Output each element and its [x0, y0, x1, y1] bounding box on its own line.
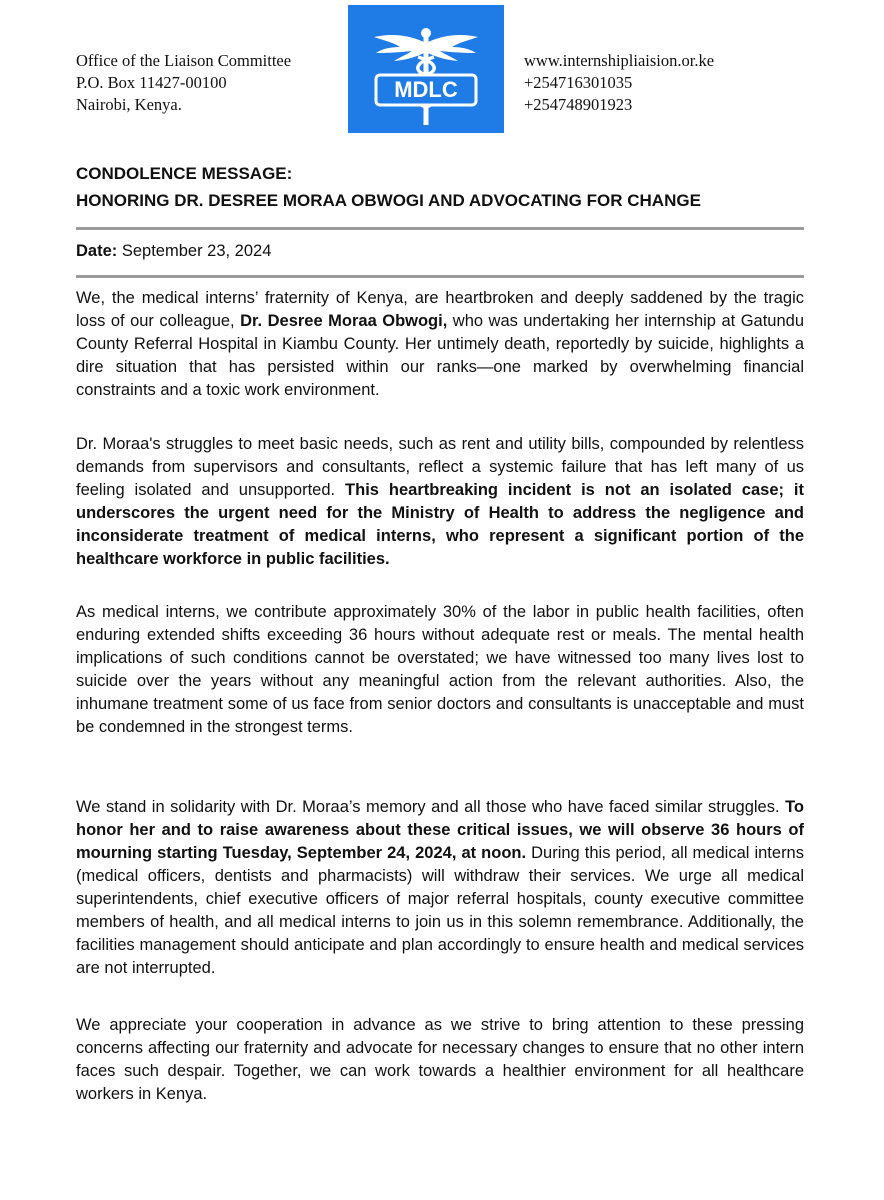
sender-address	[76, 50, 291, 116]
caduceus-icon	[348, 5, 504, 133]
paragraph-1	[76, 287, 804, 402]
paragraph-4	[76, 796, 804, 980]
page-title	[76, 160, 816, 214]
p2-bold: This heartbreaking incident is not an isolated case; it underscores the urgent need for the Ministry of Health to address the negligence and inconsiderate treatment of medical interns, who represent a significant portion of the healthcare workforce in public facilities.	[76, 481, 805, 568]
divider-bottom	[76, 275, 804, 278]
p4-text-c: During this period, all medical interns (medical officers, dentists and pharmacists) will withdraw their services. We urge all medical superintendents, chief executive officers of major referral hospitals, county executive committee members of health, and all medical interns to join us in this solemn remembrance. Additionally, the facilities management should anticipate and plan accordingly to ensure health and medical services are not interrupted.	[76, 844, 804, 977]
paragraph-5: We appreciate your cooperation in advance as we strive to bring attention to these pressing concerns affecting our fraternity and advocate for necessary changes to ensure that no other intern faces such despair. Together, we can work towards a healthier environment for all healthcare workers in Kenya.	[76, 1016, 804, 1103]
phone-2: +254748901923	[524, 95, 633, 114]
title-line-2: HONORING DR. DESREE MORAA OBWOGI AND ADVOCATING FOR CHANGE	[76, 191, 701, 210]
contact-info	[524, 50, 714, 116]
paragraph-2	[76, 433, 804, 571]
p1-name: Dr. Desree Moraa Obwogi,	[240, 312, 448, 330]
city: Nairobi, Kenya.	[76, 95, 182, 114]
phone-1: +254716301035	[524, 73, 633, 92]
paragraph-3: As medical interns, we contribute approximately 30% of the labor in public health facilities, often enduring extended shifts exceeding 36 hours without adequate rest or meals. The mental health implications of such conditions cannot be overstated; we have witnessed too many lives lost to suicide over the years without any meaningful action from the relevant authorities. Also, the inhumane treatment some of us face from senior doctors and consultants is unacceptable and must be condemned in the strongest terms.	[76, 603, 804, 736]
p2-text-a: Dr. Moraa's struggles to meet basic needs, such as rent and utility bills, compounded by relentless demands from supervisors and consultants, reflect a systemic failure that has left many of us feeling isolated and unsupported.	[76, 435, 804, 499]
p4-bold: To honor her and to raise awareness about these critical issues, we will observe 36 hours of mourning starting Tuesday, September 24, 2024, at noon.	[76, 798, 804, 862]
mdlc-logo	[348, 5, 504, 133]
date-value: September 23, 2024	[117, 242, 272, 260]
website: www.internshipliaision.or.ke	[524, 51, 715, 70]
date-label: Date:	[76, 242, 118, 260]
po-box: P.O. Box 11427-00100	[76, 73, 227, 92]
p4-text-a: We stand in solidarity with Dr. Moraa’s memory and all those who have faced similar struggles.	[76, 798, 786, 816]
title-line-1: CONDOLENCE MESSAGE:	[76, 164, 293, 183]
office-name: Office of the Liaison Committee	[76, 51, 292, 70]
p1-text-c: who was undertaking her internship at Gatundu County Referral Hospital in Kiambu County. Her untimely death, reportedly by suicide, highlights a dire situation that has persisted within our ranks—one marked by overwhelming financial constraints and a toxic work environment.	[76, 312, 805, 399]
divider-top	[76, 227, 804, 230]
logo-text: MDLC	[394, 77, 458, 102]
date-line	[76, 240, 271, 262]
p1-text-a: We, the medical interns’ fraternity of Kenya, are heartbroken and deeply saddened by the tragic loss of our colleague,	[76, 289, 804, 330]
